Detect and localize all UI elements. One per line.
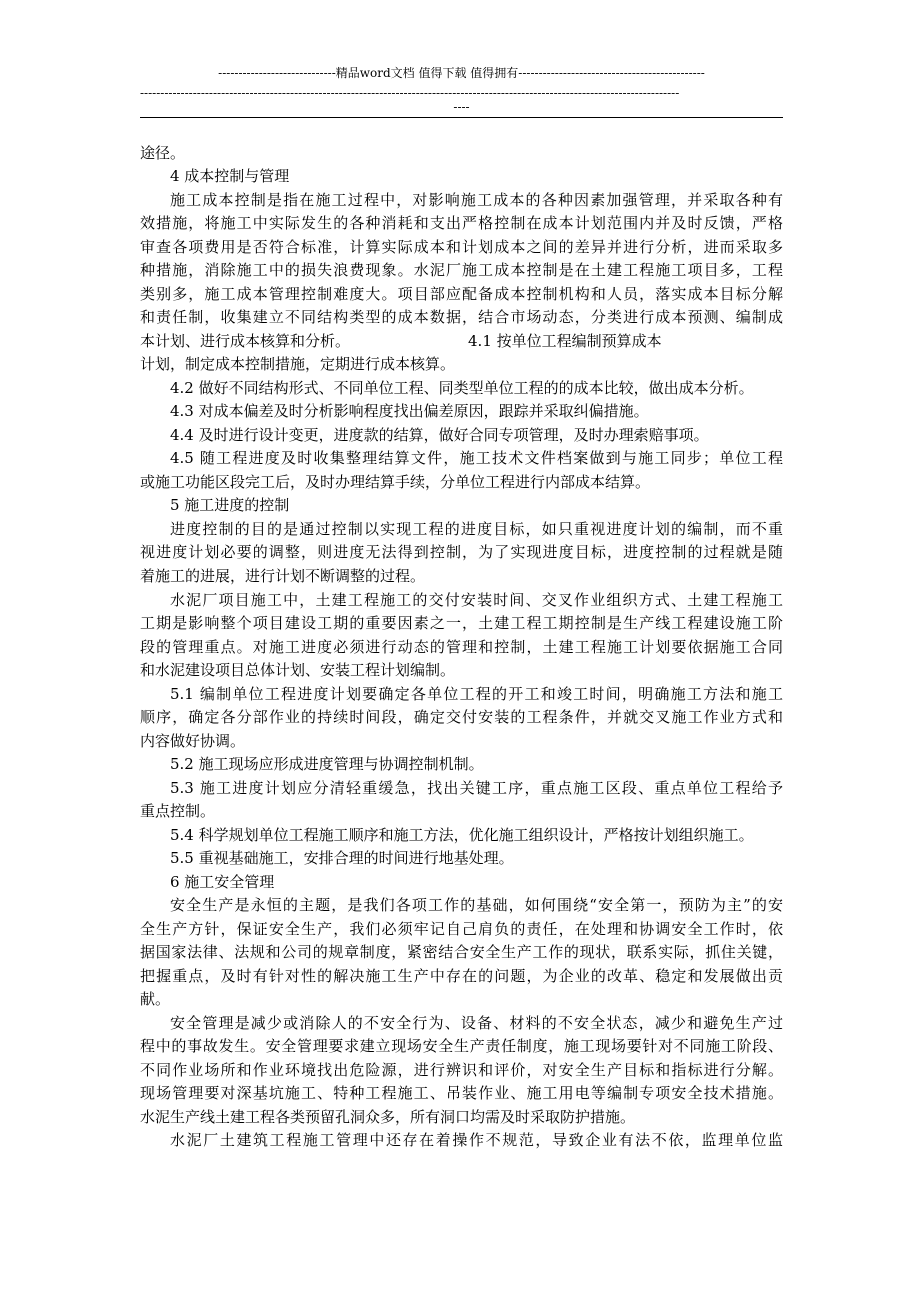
text-line: 审查各项费用是否符合标准，计算实际成本和计划成本之间的差异并进行分析，进而采取多 (140, 238, 783, 256)
text-line: 水泥厂土建筑工程施工管理中还存在着操作不规范，导致企业有法不依，监理单位监 (170, 1131, 783, 1149)
section-heading: 6 施工安全管理 (170, 873, 275, 891)
text-line-split (140, 331, 783, 353)
text-line: 水泥厂项目施工中，土建工程施工的交付安装时间、交叉作业组织方式、土建工程施工 (170, 591, 783, 609)
text-line: 种措施，消除施工中的损失浪费现象。水泥厂施工成本控制是在土建工程施工项目多，工程 (140, 261, 783, 279)
text-line-part: 4.1 按单位工程编制预算成本 (468, 332, 662, 350)
text-line: 安全生产是永恒的主题，是我们各项工作的基础，如何围绕“安全第一，预防为主”的安 (170, 896, 783, 914)
page-header-dashes-end: ---- (453, 100, 470, 114)
header-rule (140, 117, 783, 118)
text-line-part: 本计划、进行成本核算和分析。 (140, 332, 351, 350)
text-line: 进度控制的目的是通过控制以实现工程的进度目标，如只重视进度计划的编制，而不重 (170, 520, 783, 538)
text-line: 4.3 对成本偏差及时分析影响程度找出偏差原因，跟踪并采取纠偏措施。 (170, 402, 649, 420)
text-line: 据国家法律、法规和公司的规章制度，紧密结合安全生产工作的现状，联系实际，抓住关键， (140, 943, 783, 961)
text-line: 和责任制，收集建立不同结构类型的成本数据，结合市场动态，分类进行成本预测、编制成 (140, 308, 783, 326)
text-line: 着施工的进展，进行计划不断调整的过程。 (140, 567, 426, 585)
page-header-title: -----------------------------精品word文档 值得下载 值得拥有---------------------------------------------- (218, 66, 705, 80)
text-line: 把握重点，及时有针对性的解决施工生产中存在的问题，为企业的改革、稳定和发展做出贡 (140, 967, 783, 985)
text-line: 顺序，确定各分部作业的持续时间段，确定交付安装的工程条件，并就交叉施工作业方式和 (140, 708, 783, 726)
text-line: 途径。 (140, 144, 186, 162)
text-line: 或施工功能区段完工后，及时办理结算手续，分单位工程进行内部成本结算。 (140, 473, 651, 491)
text-line: 4.2 做好不同结构形式、不同单位工程、同类型单位工程的的成本比较，做出成本分析。 (170, 379, 754, 397)
text-line: 工期是影响整个项目建设工期的重要因素之一，土建工程工期控制是生产线工程建设施工阶 (140, 614, 783, 632)
text-line: 重点控制。 (140, 802, 216, 820)
text-line: 5.4 科学规划单位工程施工顺序和施工方法，优化施工组织设计，严格按计划组织施工。 (170, 826, 754, 844)
text-line: 5.3 施工进度计划应分清轻重缓急，找出关键工序，重点施工区段、重点单位工程给予 (170, 779, 783, 797)
text-line: 施工成本控制是指在施工过程中，对影响施工成本的各种因素加强管理，并采取各种有 (170, 191, 783, 209)
text-line: 内容做好协调。 (140, 732, 246, 750)
text-line: 程中的事故发生。安全管理要求建立现场安全生产责任制度，施工现场要针对不同施工阶段、 (140, 1037, 783, 1055)
text-line: 类别多，施工成本管理控制难度大。项目部应配备成本控制机构和人员，落实成本目标分解 (140, 285, 783, 303)
text-line: 全生产方针，保证安全生产，我们必须牢记自己肩负的责任，在处理和协调安全工作时，依 (140, 920, 783, 938)
text-line: 安全管理是减少或消除人的不安全行为、设备、材料的不安全状态，减少和避免生产过 (170, 1014, 783, 1032)
text-line: 现场管理要对深基坑施工、特种工程施工、吊装作业、施工用电等编制专项安全技术措施。 (140, 1084, 783, 1102)
section-heading: 4 成本控制与管理 (170, 167, 290, 185)
text-line: 水泥生产线土建工程各类预留孔洞众多，所有洞口均需及时采取防护措施。 (140, 1108, 636, 1126)
text-line: 5.5 重视基础施工，安排合理的时间进行地基处理。 (170, 849, 514, 867)
text-line: 不同作业场所和作业环境找出危险源，进行辨识和评价，对安全生产目标和指标进行分解。 (140, 1061, 783, 1079)
text-line: 4.5 随工程进度及时收集整理结算文件，施工技术文件档案做到与施工同步；单位工程 (170, 449, 783, 467)
text-line: 4.4 及时进行设计变更，进度款的结算，做好合同专项管理，及时办理索赔事项。 (170, 426, 709, 444)
text-line: 效措施，将施工中实际发生的各种消耗和支出严格控制在成本计划范围内并及时反馈，严格 (140, 214, 783, 232)
text-line: 和水泥建设项目总体计划、安装工程计划编制。 (140, 661, 456, 679)
text-line: 献。 (140, 990, 171, 1008)
text-line: 5.1 编制单位工程进度计划要确定各单位工程的开工和竣工时间，明确施工方法和施工 (170, 685, 783, 703)
text-line: 5.2 施工现场应形成进度管理与协调控制机制。 (170, 755, 484, 773)
text-line: 计划，制定成本控制措施，定期进行成本核算。 (140, 355, 456, 373)
page-header-dashes: ------------------------------------------------------------------------------------------------------------------------------------- (140, 86, 680, 100)
section-heading: 5 施工进度的控制 (170, 496, 290, 514)
text-line: 段的管理重点。对施工进度必须进行动态的管理和控制，土建工程施工计划要依据施工合同 (140, 638, 783, 656)
text-line: 视进度计划必要的调整，则进度无法得到控制，为了实现进度目标，进度控制的过程就是随 (140, 543, 783, 561)
